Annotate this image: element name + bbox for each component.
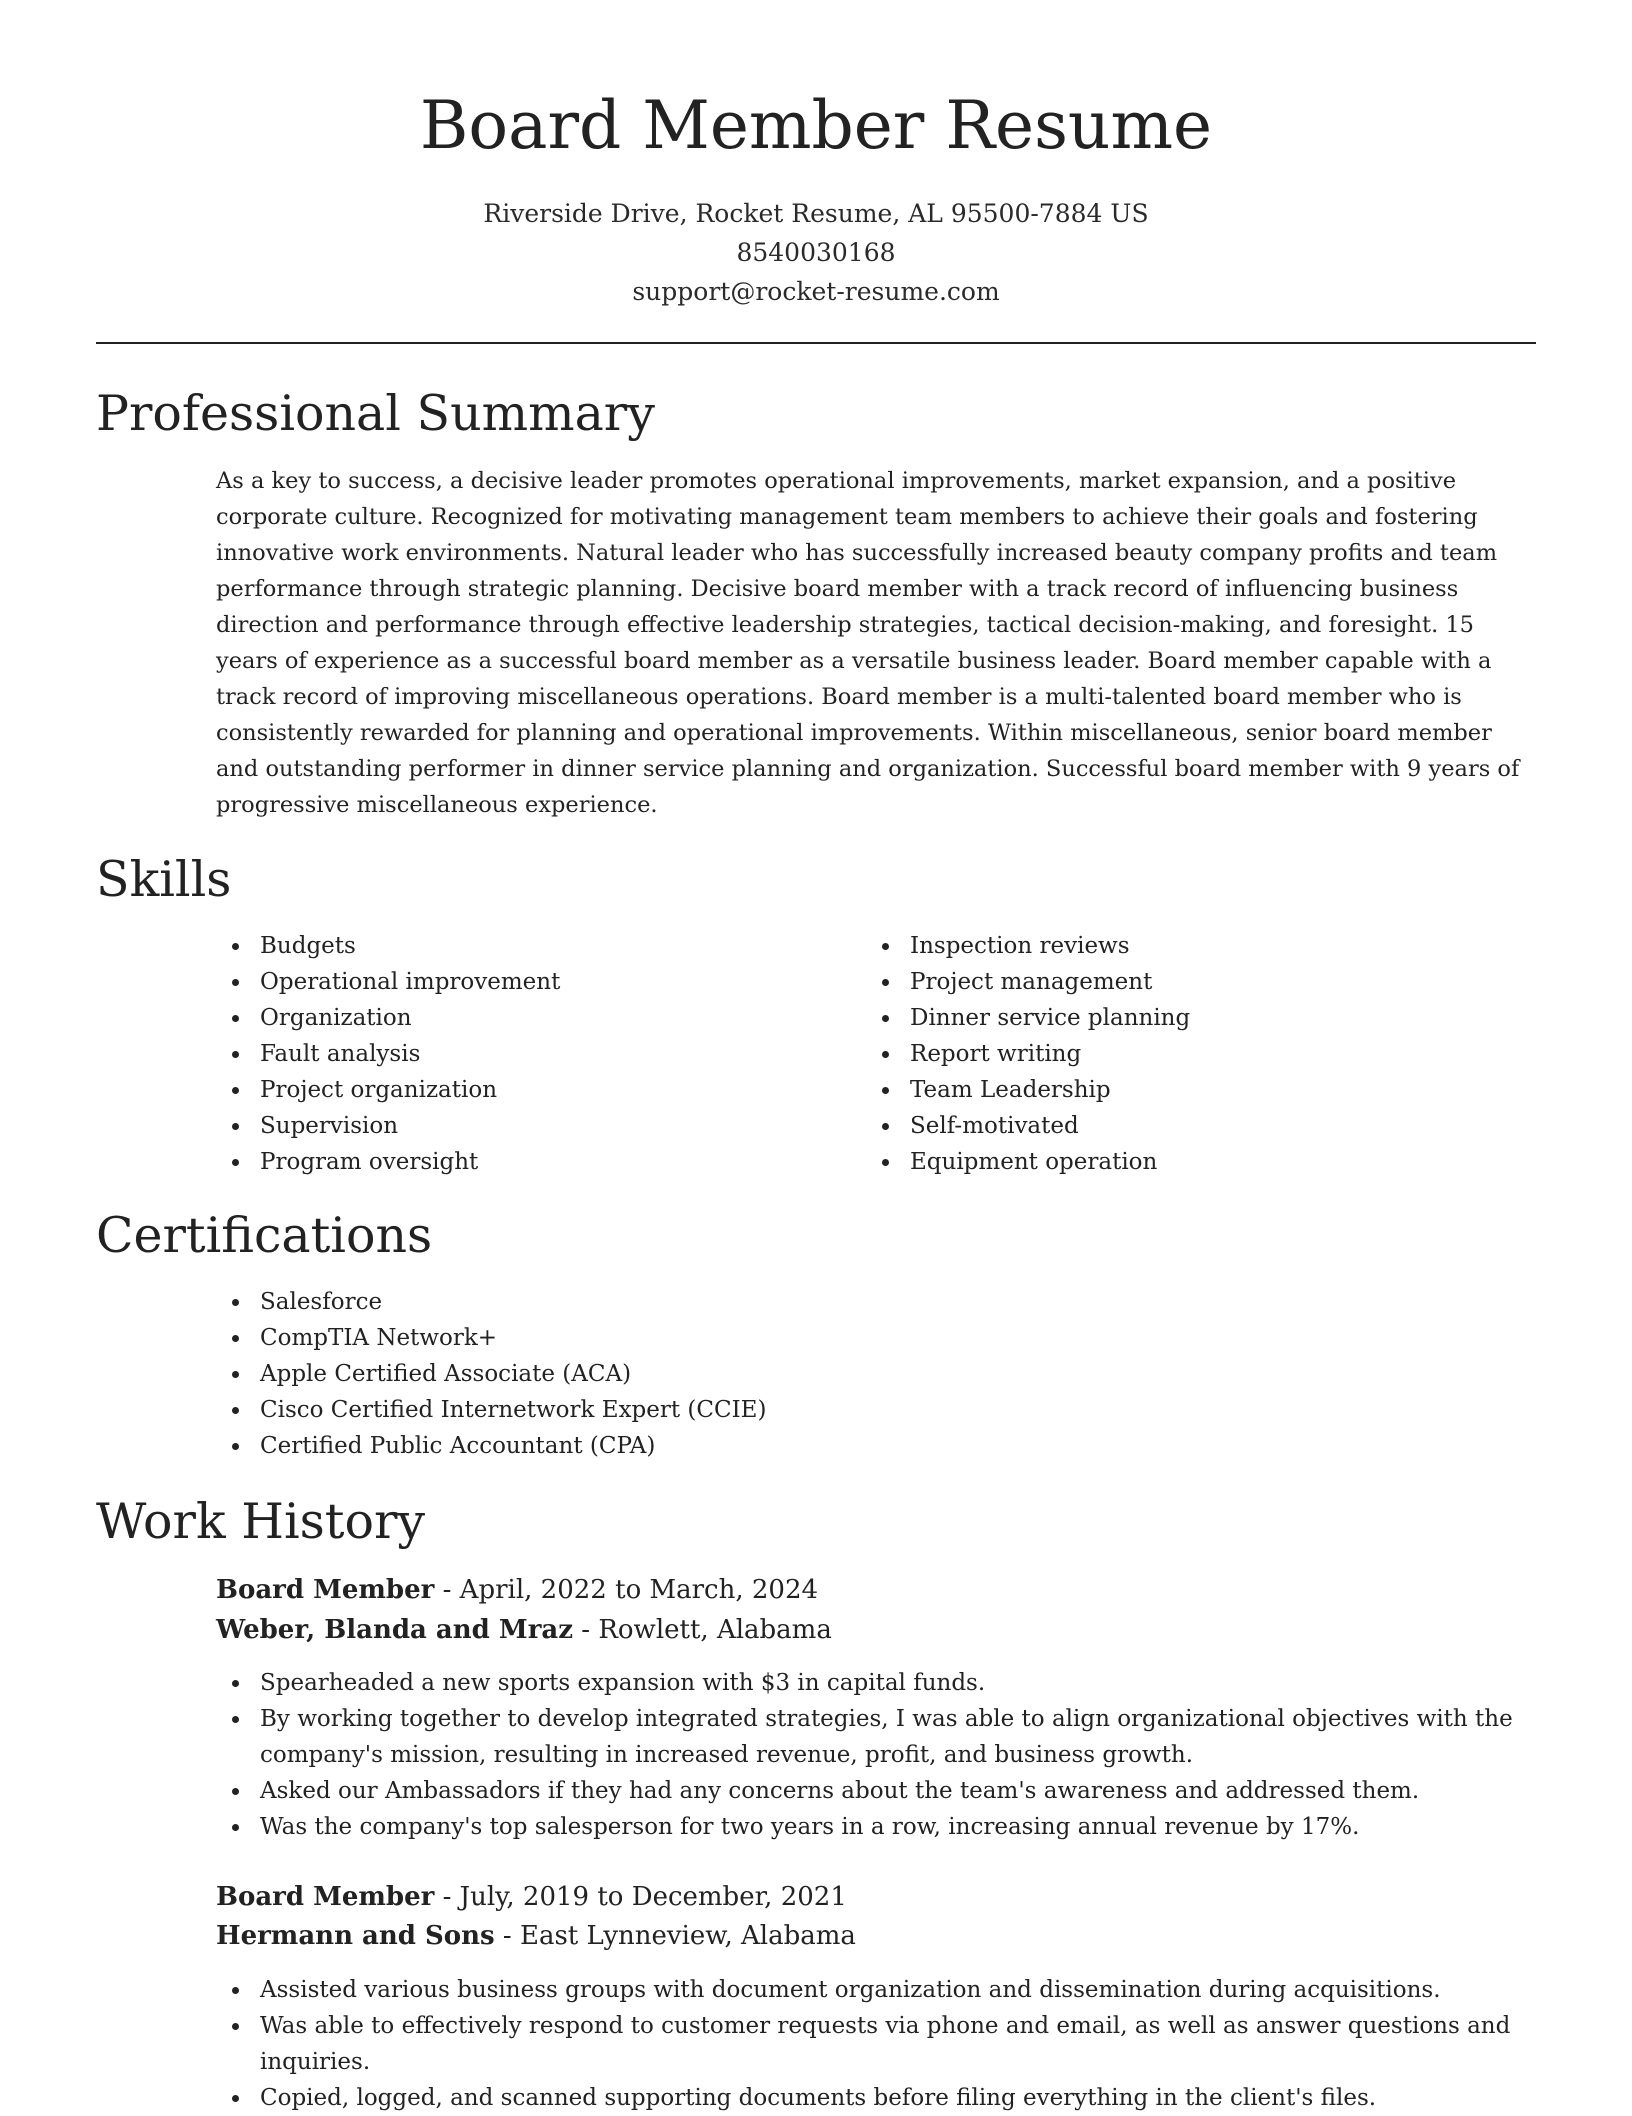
job-duties-list (216, 1665, 1536, 1845)
contact-address: Riverside Drive, Rocket Resume, AL 95500-7884 US (483, 199, 1149, 228)
list-item: Supervision (216, 1108, 856, 1144)
skills-list-right (866, 928, 1506, 1180)
job-company: Hermann and Sons (216, 1921, 495, 1951)
list-item: Equipment operation (866, 1144, 1506, 1180)
list-item: Certified Public Accountant (CPA) (216, 1428, 1536, 1464)
job-location: - East Lynneview, Alabama (494, 1921, 856, 1951)
list-item: Project management (866, 964, 1506, 1000)
list-item: Salesforce (216, 1284, 1536, 1320)
list-item: Program oversight (216, 1144, 856, 1180)
certifications-heading: Certifications (96, 1207, 433, 1264)
list-item: Report writing (866, 1036, 1506, 1072)
list-item: Was able to effectively respond to customer requests via phone and email, as well as answer questions and inquiries. (216, 2008, 1536, 2080)
job-location: - Rowlett, Alabama (573, 1615, 832, 1645)
list-item: Spearheaded a new sports expansion with $3 in capital funds. (216, 1665, 1536, 1701)
list-item: Was the company's top salesperson for two years in a row, increasing annual revenue by 17%. (216, 1809, 1536, 1845)
job-dates: - July, 2019 to December, 2021 (434, 1882, 847, 1912)
contact-email: support@rocket-resume.com (632, 277, 1000, 306)
list-item: Asked our Ambassadors if they had any concerns about the team's awareness and addressed them. (216, 1773, 1536, 1809)
job-dates: - April, 2022 to March, 2024 (434, 1575, 819, 1605)
list-item: Inspection reviews (866, 928, 1506, 964)
resume-header (96, 80, 1536, 311)
page-title: Board Member Resume (419, 87, 1213, 164)
job-company-line (216, 1916, 856, 1956)
list-item: Operational improvement (216, 964, 856, 1000)
list-item: Assisted various business groups with document organization and dissemination during acquisitions. (216, 1972, 1536, 2008)
skills-list-left (216, 928, 856, 1180)
list-item: Fault analysis (216, 1036, 856, 1072)
list-item: Copied, logged, and scanned supporting documents before filing everything in the client's files. (216, 2080, 1536, 2116)
list-item: Team Leadership (866, 1072, 1506, 1108)
certifications-list (216, 1284, 1536, 1464)
summary-text: As a key to success, a decisive leader promotes operational improvements, market expansion, and a positive corporate culture. Recognized for motivating management team members to achieve their goals and fostering innovative work environments. Natural leader who has successfully increased beauty company profits and team performance through strategic planning. Decisive board member with a track record of influencing business direction and performance through effective leadership strategies, tactical decision-making, and foresight. 15 years of experience as a successful board member as a versatile business leader. Board member capable with a track record of improving miscellaneous operations. Board member is a multi-talented board member who is consistently rewarded for planning and operational improvements. Within miscellaneous, senior board member and outstanding performer in dinner service planning and organization. Successful board member with 9 years of progressive miscellaneous experience. (216, 468, 1520, 818)
job-title-line (216, 1570, 818, 1610)
job-duties-list (216, 1972, 1536, 2116)
list-item: Self-motivated (866, 1108, 1506, 1144)
work-history-heading: Work History (96, 1493, 426, 1550)
list-item: Project organization (216, 1072, 856, 1108)
job-company: Weber, Blanda and Mraz (216, 1615, 574, 1645)
header-divider (96, 342, 1536, 344)
job-title-line (216, 1877, 847, 1917)
list-item: Cisco Certified Internetwork Expert (CCIE) (216, 1392, 1536, 1428)
skills-heading: Skills (96, 851, 232, 908)
list-item: Dinner service planning (866, 1000, 1506, 1036)
job-company-line (216, 1610, 832, 1650)
list-item: Apple Certified Associate (ACA) (216, 1356, 1536, 1392)
job-role: Board Member (216, 1575, 435, 1605)
summary-heading: Professional Summary (96, 385, 655, 442)
job-role: Board Member (216, 1882, 435, 1912)
list-item: CompTIA Network+ (216, 1320, 1536, 1356)
contact-phone: 8540030168 (736, 238, 896, 267)
list-item: Budgets (216, 928, 856, 964)
list-item: By working together to develop integrated strategies, I was able to align organizational objectives with the company's mission, resulting in increased revenue, profit, and business growth. (216, 1701, 1536, 1773)
list-item: Organization (216, 1000, 856, 1036)
